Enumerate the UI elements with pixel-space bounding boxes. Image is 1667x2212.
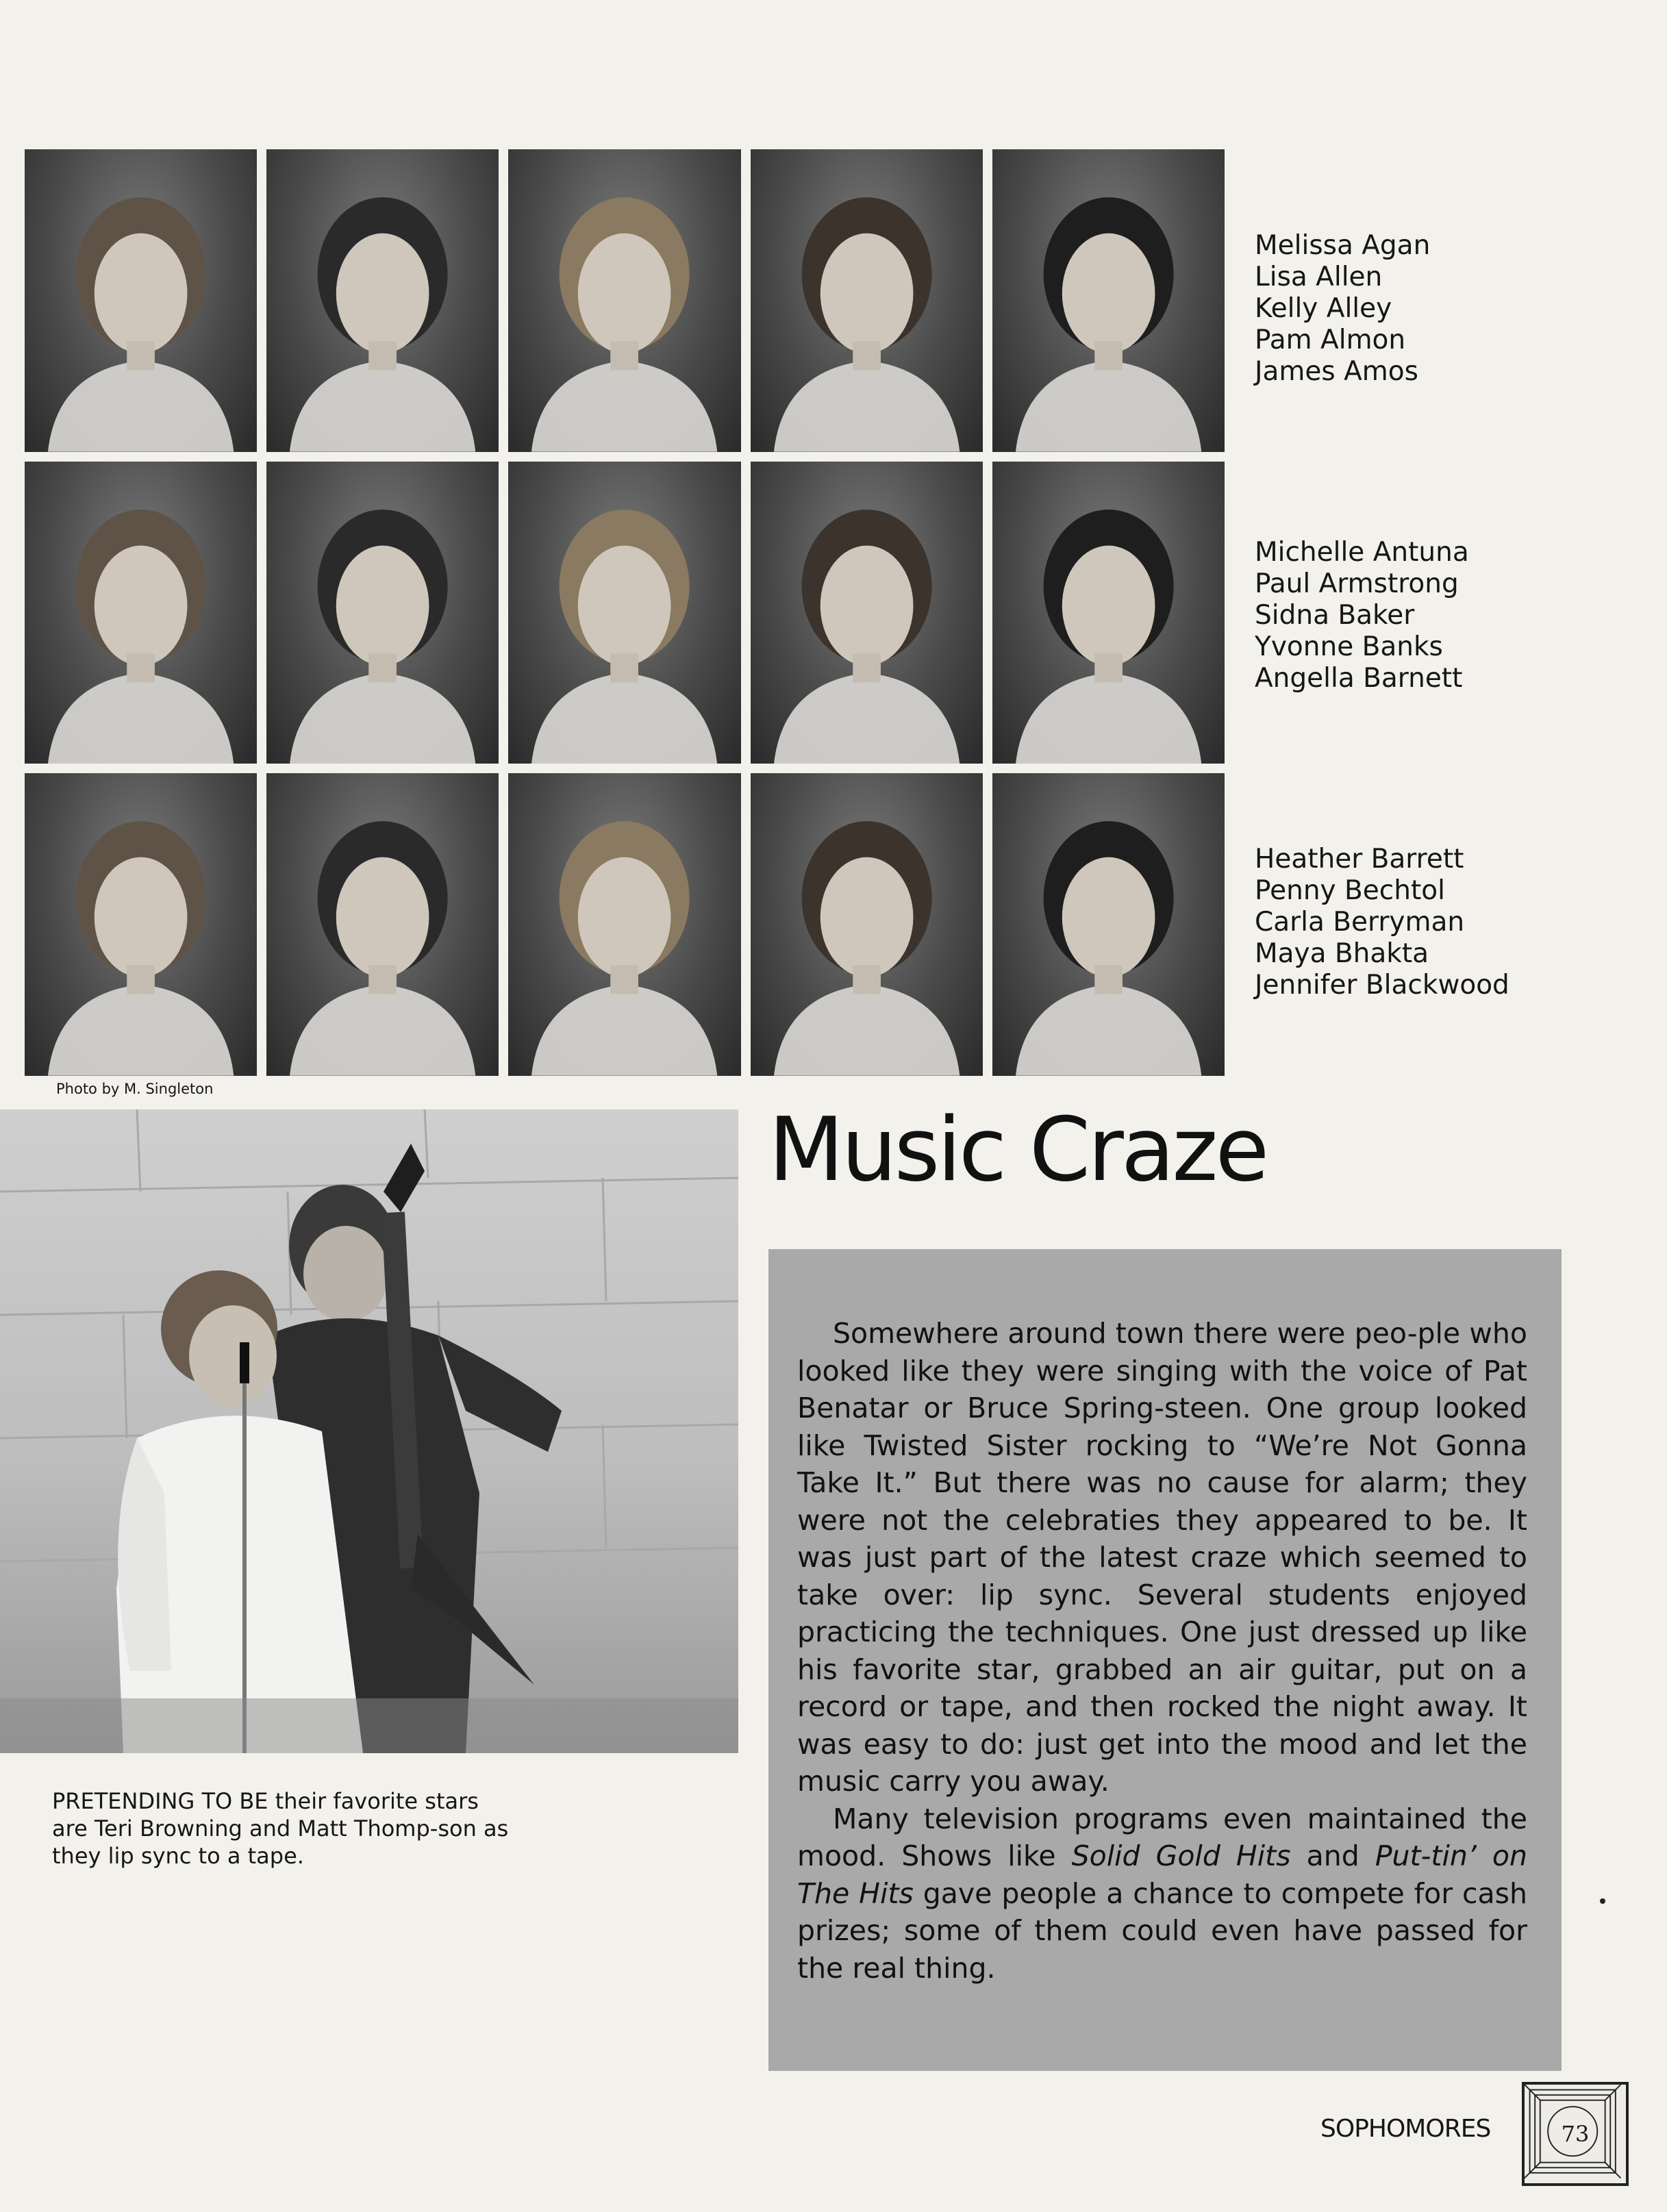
name-list-row-3 (1255, 844, 1556, 1001)
portrait-silhouette (751, 773, 983, 1076)
student-name: Melissa Agan (1255, 230, 1431, 261)
story-box (768, 1249, 1562, 2071)
student-name: Jennifer Blackwood (1255, 970, 1509, 1001)
student-portrait (992, 149, 1225, 452)
student-portrait (508, 149, 740, 452)
student-name: Penny Bechtol (1255, 875, 1445, 906)
portrait-silhouette (992, 773, 1225, 1076)
student-name: Kelly Alley (1255, 293, 1392, 324)
student-portrait (25, 462, 257, 764)
story-paragraph-2 (797, 1800, 1527, 1987)
show-title: Solid Gold Hits (1071, 1839, 1291, 1872)
print-speck (1600, 1898, 1605, 1904)
portrait-silhouette (25, 462, 257, 764)
student-portrait (508, 462, 740, 764)
student-name: James Amos (1255, 356, 1418, 387)
portrait-silhouette (992, 149, 1225, 452)
section-label: SOPHOMORES (1320, 2115, 1491, 2143)
portrait-silhouette (266, 773, 499, 1076)
show-title: Put-tin’ on The Hits (797, 1839, 1527, 1910)
student-name: Michelle Antuna (1255, 537, 1469, 568)
student-name: Maya Bhakta (1255, 938, 1429, 969)
portrait-silhouette (25, 773, 257, 1076)
student-portrait (508, 773, 740, 1076)
story-paragraph-1: Somewhere around town there were peo-ple who looked like they were singing with the voice of Pat Benatar or Bruce Spring-steen. One group looked like Twisted Sister rocking to “We’re Not Gonna Take It.” But there was no cause for alarm; they were not the celebraties they appeared to be. It was just part of the latest craze which seemed to take over: lip sync. Several students enjoyed practicing the techniques. One just dressed up like his favorite star, grabbed an air guitar, put on a record or tape, and then rocked the night away. It was easy to do: just get into the mood and let the music carry you away. (797, 1317, 1527, 1798)
lip-sync-photo (0, 1109, 738, 1753)
student-name: Pam Almon (1255, 325, 1406, 355)
portrait-silhouette (25, 149, 257, 452)
page-number-box (1522, 2082, 1629, 2186)
portrait-silhouette (266, 149, 499, 452)
student-name: Sidna Baker (1255, 600, 1415, 631)
name-list-row-1 (1255, 230, 1556, 388)
lip-sync-photo-illustration (0, 1109, 738, 1753)
portrait-silhouette (992, 462, 1225, 764)
page-number: 73 (1561, 2121, 1590, 2147)
portrait-grid (25, 149, 1225, 1076)
name-list-row-2 (1255, 537, 1556, 694)
student-portrait (992, 462, 1225, 764)
student-portrait (266, 149, 499, 452)
photo-credit: Photo by M. Singleton (56, 1081, 214, 1097)
portrait-silhouette (508, 773, 740, 1076)
portrait-silhouette (508, 462, 740, 764)
student-portrait (25, 773, 257, 1076)
student-name: Yvonne Banks (1255, 631, 1443, 662)
student-name: Angella Barnett (1255, 663, 1463, 694)
story-text: gave people a chance to compete for cash prizes; some of them could even have passed for the real thing. (797, 1876, 1527, 1985)
student-name: Carla Berryman (1255, 907, 1465, 938)
student-portrait (25, 149, 257, 452)
student-name: Heather Barrett (1255, 844, 1464, 875)
student-portrait (992, 773, 1225, 1076)
story-text: and (1290, 1839, 1375, 1872)
photo-caption: PRETENDING TO BE their favorite stars are Teri Browning and Matt Thomp-son as they lip sync to a tape. (52, 1788, 509, 1869)
portrait-silhouette (508, 149, 740, 452)
story-text: Many television programs even maintained the mood. Shows like (797, 1802, 1527, 1872)
student-name: Lisa Allen (1255, 262, 1383, 292)
portrait-silhouette (751, 149, 983, 452)
student-portrait (751, 462, 983, 764)
article-title: Music Craze (768, 1099, 1267, 1201)
portrait-silhouette (266, 462, 499, 764)
student-portrait (751, 149, 983, 452)
student-portrait (751, 773, 983, 1076)
student-portrait (266, 773, 499, 1076)
portrait-silhouette (751, 462, 983, 764)
student-portrait (266, 462, 499, 764)
student-name: Paul Armstrong (1255, 568, 1459, 599)
